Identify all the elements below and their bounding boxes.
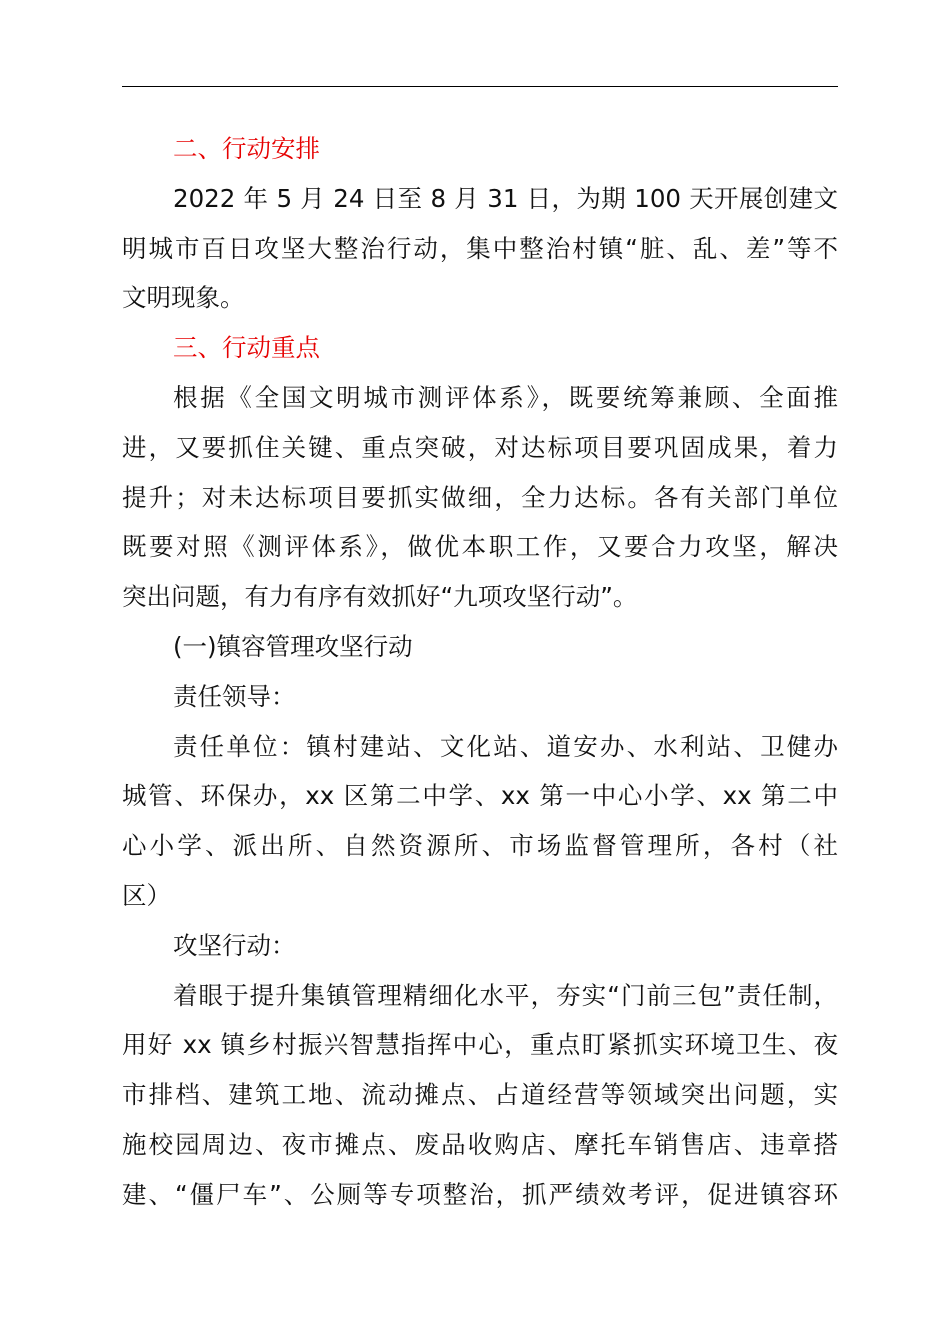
paragraph-line: 建、“僵尸车”、公厕等专项整治，抓严绩效考评，促进镇容环 — [122, 1179, 838, 1209]
section-heading-arrangement: 二、行动安排 — [173, 134, 320, 163]
paragraph-line: 市排档、建筑工地、流动摊点、占道经营等领域突出问题，实 — [122, 1080, 838, 1110]
arrangement-paragraph — [122, 174, 838, 323]
paragraph-line: 提升；对未达标项目要抓实做细，全力达标。各有关部门单位 — [122, 482, 838, 512]
header-rule — [122, 86, 838, 87]
paragraph-line: 城管、环保办，xx 区第二中学、xx 第一中心小学、xx 第二中 — [122, 781, 838, 811]
responsible-leader-label: 责任领导： — [173, 681, 296, 711]
paragraph-line: 既要对照《测评体系》，做优本职工作，又要合力攻坚，解决 — [122, 532, 838, 562]
responsible-units-paragraph — [122, 722, 838, 921]
paragraph-line: 根据《全国文明城市测评体系》，既要统筹兼顾、全面推 — [173, 382, 838, 412]
paragraph-line: 突出问题，有力有序有效抓好“九项攻坚行动”。 — [122, 582, 638, 612]
paragraph-line: 区） — [122, 880, 171, 910]
paragraph-line: 进，又要抓住关键、重点突破，对达标项目要巩固成果，着力 — [122, 432, 838, 462]
focus-paragraph — [122, 373, 838, 622]
paragraph-line: 心小学、派出所、自然资源所、市场监督管理所，各村（社 — [122, 831, 838, 861]
paragraph-line: 文明现象。 — [122, 283, 245, 313]
paragraph-line: 着眼于提升集镇管理精细化水平，夯实“门前三包”责任制， — [173, 980, 838, 1010]
paragraph-line: 责任单位：镇村建站、文化站、道安办、水利站、卫健办 — [173, 731, 838, 761]
subsection-title: (一)镇容管理攻坚行动 — [173, 631, 413, 661]
document-body — [122, 124, 838, 1220]
paragraph-line: 2022 年 5 月 24 日至 8 月 31 日，为期 100 天开展创建文 — [173, 183, 838, 213]
action-label: 攻坚行动： — [173, 930, 296, 960]
paragraph-line: 施校园周边、夜市摊点、废品收购店、摩托车销售店、违章搭 — [122, 1129, 838, 1159]
paragraph-line: 用好 xx 镇乡村振兴智慧指挥中心，重点盯紧抓实环境卫生、夜 — [122, 1030, 838, 1060]
action-paragraph — [122, 971, 838, 1220]
paragraph-line: 明城市百日攻坚大整治行动，集中整治村镇“脏、乱、差”等不 — [122, 233, 838, 263]
section-heading-focus: 三、行动重点 — [173, 333, 320, 363]
